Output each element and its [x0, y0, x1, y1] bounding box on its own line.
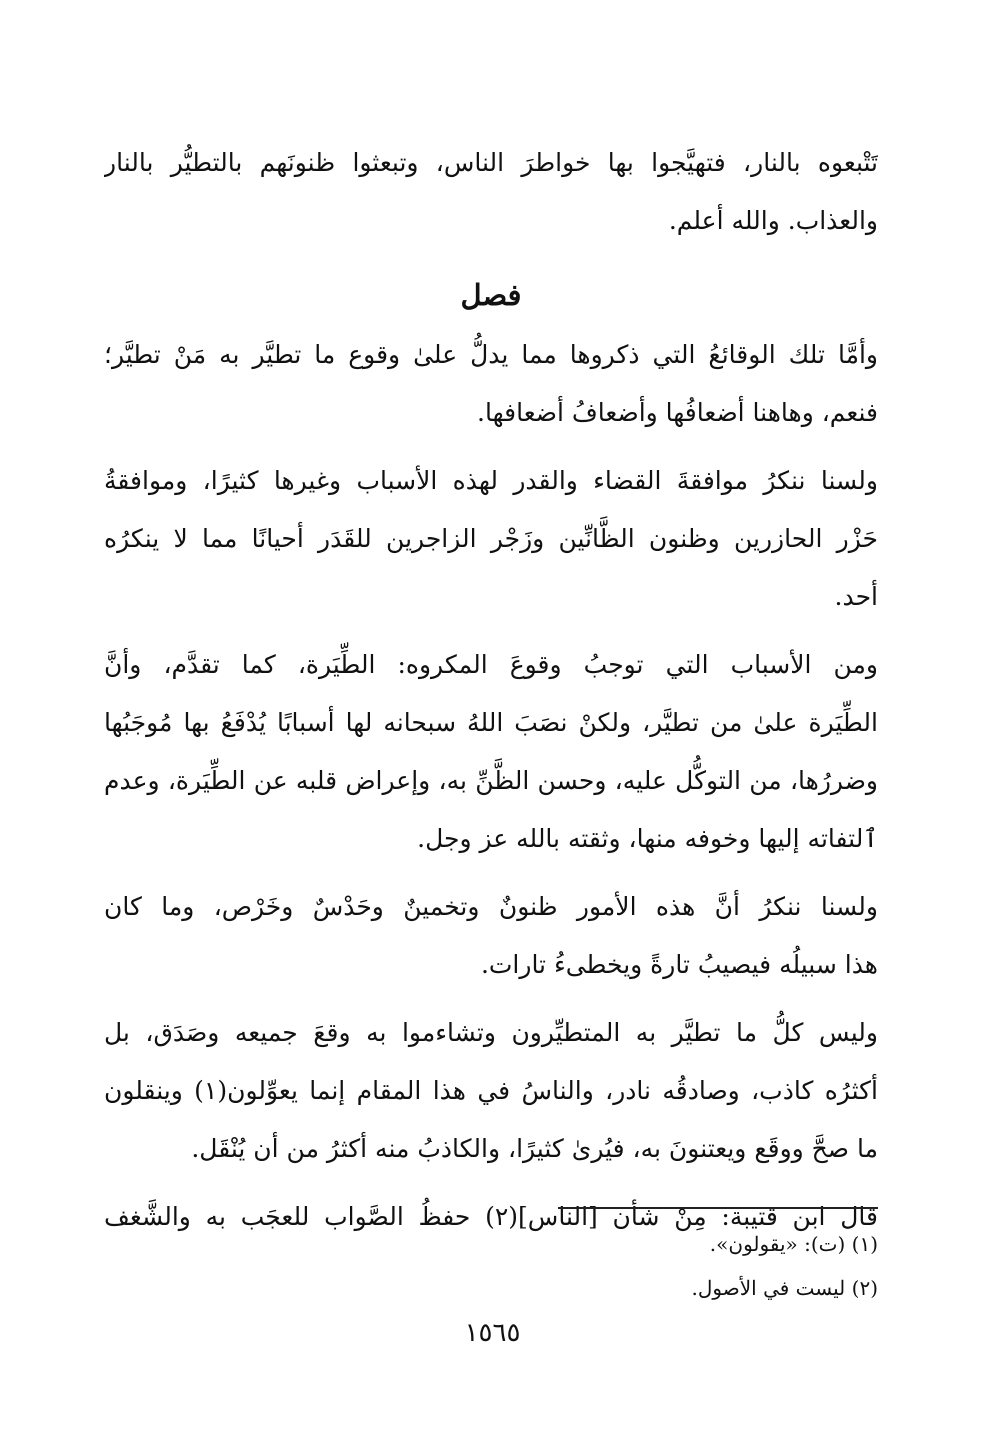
text-line: فنعم، وهاهنا أضعافُها وأضعافُ أضعافها. [477, 398, 878, 427]
text-line: والعذاب. والله أعلم. [668, 206, 878, 235]
text-line: حَزْر الحازرين وظنون الظَّانِّين وزَجْر الزاجرين للقَدَر أحيانًا مما لا ينكرُه [104, 524, 878, 553]
paragraph-3 [104, 636, 878, 868]
footnote-divider [558, 1207, 878, 1209]
main-text [104, 134, 878, 1246]
paragraph-2 [104, 452, 878, 626]
footnote-2: (٢) ليست في الأصول. [691, 1276, 878, 1300]
paragraph-1 [104, 326, 878, 442]
text-line: وأمَّا تلك الوقائعُ التي ذكروها مما يدلُّ علىٰ وقوع ما تطيَّر به مَنْ تطيَّر؛ [104, 340, 878, 369]
footnote-1: (١) (ت): «يقولون». [709, 1232, 878, 1256]
text-line: ومن الأسباب التي توجبُ وقوعَ المكروه: الطِّيَرة، كما تقدَّم، وأنَّ [104, 650, 878, 679]
text-line: ولسنا ننكرُ أنَّ هذه الأمور ظنونٌ وتخمينٌ وحَدْسٌ وخَرْص، وما كان [104, 892, 878, 921]
text-line: أحد. [834, 582, 878, 611]
text-line: وليس كلُّ ما تطيَّر به المتطيِّرون وتشاءموا به وقعَ جميعه وصَدَق، بل [104, 1018, 878, 1047]
text-line: هذا سبيلُه فيصيبُ تارةً ويخطىءُ تارات. [480, 950, 878, 979]
text-line: قال ابن قتيبة: مِنْ شأن [الناس](٢) حفظُ الصَّواب للعجَب به والشَّغف [104, 1202, 878, 1231]
page-number: ١٥٦٥ [464, 1318, 521, 1348]
paragraph-5 [104, 1004, 878, 1178]
text-line: تَتْبعوه بالنار، فتهيَّجوا بها خواطرَ الناس، وتبعثوا ظنونَهم بالتطيُّر بالنار [104, 148, 878, 177]
continuation-paragraph [104, 134, 878, 250]
text-line: ما صحَّ ووقَع ويعتنونَ به، فيُرىٰ كثيرًا، والكاذبُ منه أكثرُ من أن يُنْقَل. [191, 1134, 878, 1163]
text-line: ٱلتفاته إليها وخوفه منها، وثقته بالله عز وجل. [417, 824, 878, 853]
text-line: وضررُها، من التوكُّل عليه، وحسن الظَّنِّ به، وإعراض قلبه عن الطِّيَرة، وعدم [104, 766, 878, 795]
paragraph-4 [104, 878, 878, 994]
footnotes [178, 1222, 878, 1310]
text-line: أكثرُه كاذب، وصادقُه نادر، والناسُ في هذا المقام إنما يعوِّلون(١) وينقلون [104, 1076, 878, 1105]
section-heading: فصل [460, 278, 522, 312]
text-line: ولسنا ننكرُ موافقةَ القضاء والقدر لهذه الأسباب وغيرها كثيرًا، وموافقةُ [104, 466, 878, 495]
text-line: الطِّيَرة علىٰ من تطيَّر، ولكنْ نصَبَ اللهُ سبحانه لها أسبابًا يُدْفَعُ بها مُوجَبُها [104, 708, 878, 737]
